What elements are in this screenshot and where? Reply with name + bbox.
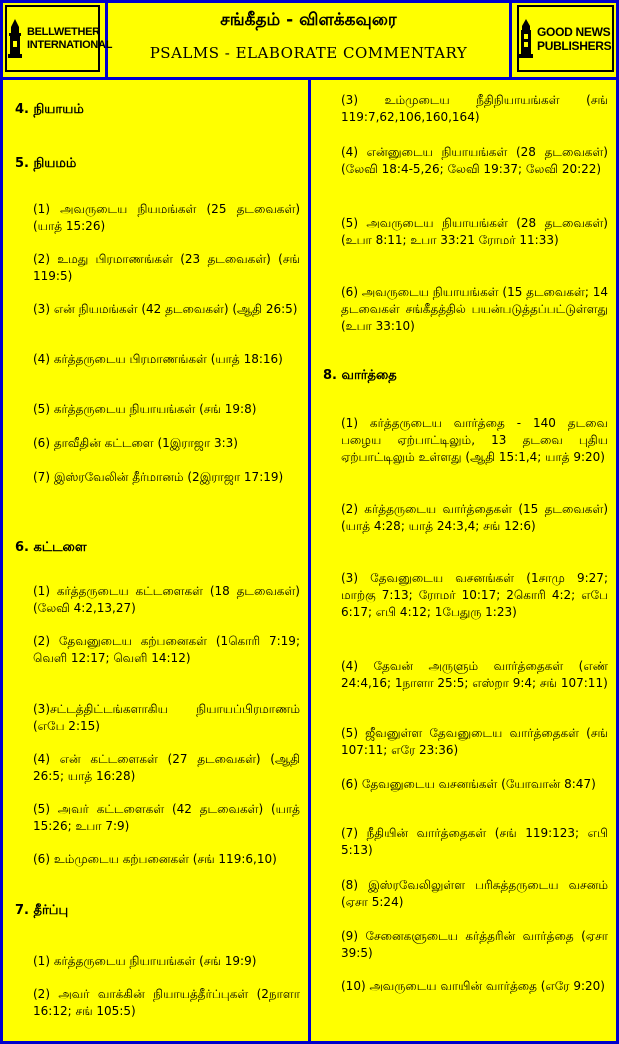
- title-tamil: சங்கீதம் - விளக்கவுரை: [220, 10, 397, 30]
- list-item: (2) அவர் வாக்கின் நியாயத்தீர்ப்புகள் (2நாளா 16:12; சங் 105:5): [33, 987, 300, 1018]
- list-item: (1) அவருடைய நியமங்கள் (25 தடவைகள்) (யாத் 15:26): [33, 202, 300, 233]
- list-item: (6) தேவனுடைய வசனங்கள் (யோவான் 8:47): [341, 777, 596, 791]
- list-item: (2) கர்த்தருடைய வார்த்தைகள் (15 தடவைகள்) (யாத் 4:28; யாத் 24:3,4; சங் 12:6): [341, 502, 608, 533]
- list-item: (3) உம்முடைய நீதிநியாயங்கள் (சங் 119:7,62,106,160,164): [341, 93, 608, 124]
- list-item: (8) இஸ்ரவேலிலுள்ள பரிசுத்தருடைய வசனம் (ஏசா 5:24): [341, 878, 608, 909]
- bell-tower-icon: [6, 19, 24, 59]
- list-item: (7) இஸ்ரவேலின் தீர்மானம் (2இராஜா 17:19): [33, 470, 284, 484]
- list-item: (5) அவருடைய நியாயங்கள் (28 தடவைகள்) (உபா 8:11; உபா 33:21 ரோமர் 11:33): [341, 216, 608, 247]
- list-item: (1) கர்த்தருடைய நியாயங்கள் (சங் 19:9): [33, 954, 257, 968]
- title-english: PSALMS - ELABORATE COMMENTARY: [149, 44, 468, 62]
- section-heading-5: 5. நியமம்: [15, 156, 77, 171]
- header-bar: [0, 0, 619, 80]
- list-item: (1) கர்த்தருடைய வார்த்தை - 140 தடவை பழைய ஏற்பாட்டிலும், 13 தடவை புதிய ஏற்பாட்டிலும் உள்ளது (ஆதி 15:1,4; யாத் 9:20): [341, 416, 608, 464]
- section-heading-8: 8. வார்த்தை: [323, 368, 397, 383]
- list-item: (4) தேவன் அருளும் வார்த்தைகள் (எண் 24:4,16; 1நாளா 25:5; எஸ்றா 9:4; சங் 107:11): [341, 659, 608, 690]
- list-item: (6) அவருடைய நியாயங்கள் (15 தடவைகள்; 14 தடவைகள் சங்கீதத்தில் பயன்படுத்தப்பட்டுள்ளது (உபா 33:10): [341, 285, 608, 333]
- section-heading-7: 7. தீர்ப்பு: [15, 903, 69, 918]
- list-item: (1) கர்த்தருடைய கட்டளைகள் (18 தடவைகள்) (லேவி 4:2,13,27): [33, 584, 300, 615]
- right-logo-line1: GOOD NEWS: [537, 24, 611, 39]
- left-column: [3, 80, 308, 1041]
- list-item: (5) ஜீவனுள்ள தேவனுடைய வார்த்தைகள் (சங் 107:11; எரே 23:36): [341, 726, 608, 757]
- publisher-logo-right: [512, 0, 619, 77]
- list-item: (4) என்னுடைய நியாயங்கள் (28 தடவைகள்) (லேவி 18:4-5,26; லேவி 19:37; லேவி 20:22): [341, 145, 608, 176]
- title-box: [108, 0, 512, 77]
- list-item: (3) என் நியமங்கள் (42 தடவைகள்) (ஆதி 26:5): [33, 302, 298, 316]
- left-logo-line1: BELLWETHER: [27, 25, 100, 38]
- list-item: (2) உமது பிரமாணங்கள் (23 தடவைகள்) (சங் 119:5): [33, 252, 300, 283]
- right-logo-line2: PUBLISHERS: [537, 38, 612, 53]
- list-item: (4) கர்த்தருடைய பிரமாணங்கள் (யாத் 18:16): [33, 352, 283, 366]
- list-item: (10) அவருடைய வாயின் வார்த்தை (எரே 9:20): [341, 979, 605, 993]
- list-item: (3) தேவனுடைய வசனங்கள் (1சாமு 9:27; மாற்கு 7:13; ரோமர் 10:17; 2கொரி 4:2; எபே 6:17; எபி 4:12; 1பேதுரு 1:23): [341, 571, 608, 619]
- section-heading-4: 4. நியாயம்: [15, 102, 84, 117]
- publisher-logo-left: [0, 0, 113, 77]
- list-item: (3)சட்டத்திட்டங்களாகிய நியாயப்பிரமாணம் (எபே 2:15): [33, 702, 300, 733]
- list-item: (9) சேனைகளுடைய கர்த்தரின் வார்த்தை (ஏசா 39:5): [341, 929, 608, 960]
- list-item: (4) என் கட்டளைகள் (27 தடவைகள்) (ஆதி 26:5; யாத் 16:28): [33, 752, 300, 783]
- right-column: [311, 80, 616, 1041]
- list-item: (5) அவர் கட்டளைகள் (42 தடவைகள்) (யாத் 15:26; உபா 7:9): [33, 802, 300, 833]
- list-item: (6) தாவீதின் கட்டளை (1இராஜா 3:3): [33, 436, 238, 450]
- list-item: (2) தேவனுடைய கற்பனைகள் (1கொரி 7:19; வெளி 12:17; வெளி 14:12): [33, 634, 300, 665]
- left-logo-line2: INTERNATIONAL: [27, 38, 113, 51]
- tower-icon: [518, 19, 534, 59]
- list-item: (6) உம்முடைய கற்பனைகள் (சங் 119:6,10): [33, 852, 277, 866]
- section-heading-6: 6. கட்டளை: [15, 540, 87, 555]
- list-item: (7) நீதியின் வார்த்தைகள் (சங் 119:123; எபி 5:13): [341, 826, 608, 857]
- list-item: (5) கர்த்தருடைய நியாயங்கள் (சங் 19:8): [33, 402, 257, 416]
